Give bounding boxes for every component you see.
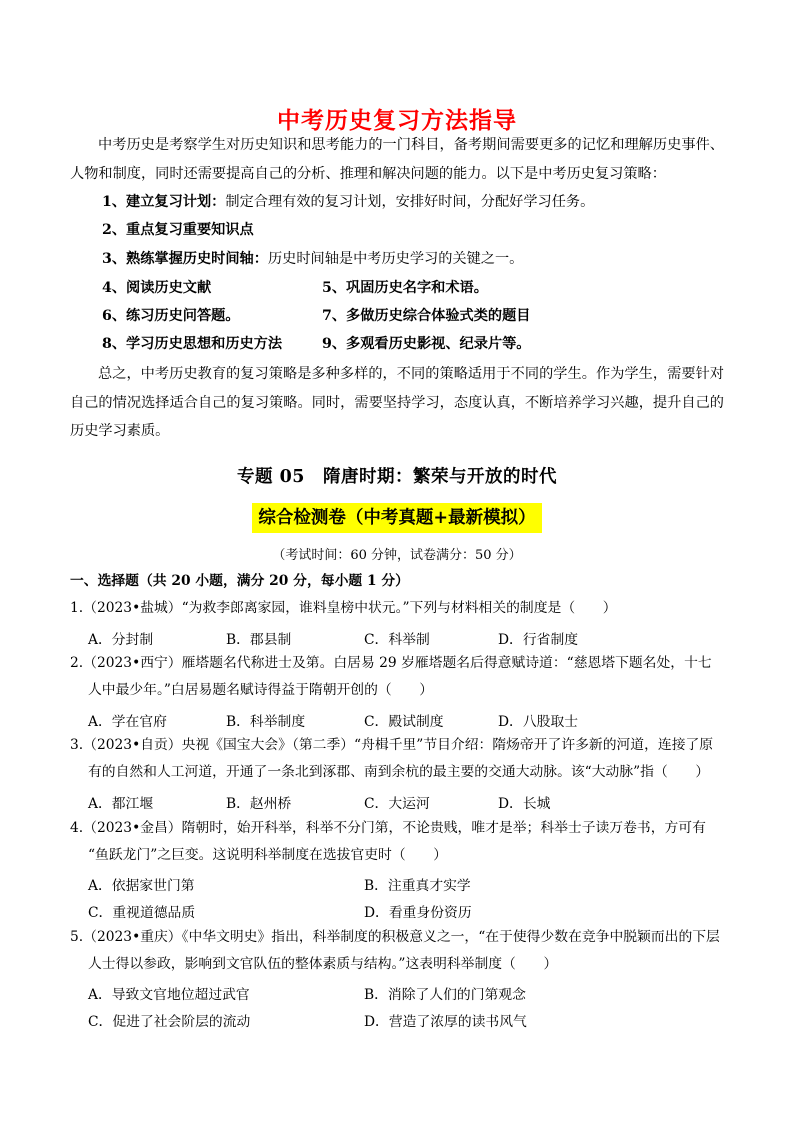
question-2-option-d[interactable]: D．八股取士	[498, 714, 579, 730]
strategy-2: 2、重点复习重要知识点	[102, 222, 254, 238]
question-5-stem-line-2: 人士得以参政，影响到文官队伍的整体素质与结构。”这表明科举制度（ ）	[88, 956, 558, 972]
question-2-option-b[interactable]: B．科举制度	[226, 714, 306, 730]
question-4-stem-line-1: 4.（2023•金昌）隋朝时，始开科举，科举不分门第，不论贵贱，唯才是举；科举士子读万卷书，方可有	[70, 820, 706, 836]
question-3-option-a[interactable]: A．都江堰	[88, 796, 154, 812]
question-5-option-b[interactable]: B．消除了人们的门第观念	[364, 987, 526, 1003]
question-3-stem	[70, 732, 724, 786]
question-2-stem-line-2: 人中最少年。”白居易题名赋诗得益于隋朝开创的（ ）	[88, 682, 434, 698]
exam-subtitle: 综合检测卷（中考真题+最新模拟）	[252, 503, 541, 533]
page-title: 中考历史复习方法指导	[277, 108, 517, 134]
question-5-option-c[interactable]: C．促进了社会阶层的流动	[88, 1014, 251, 1030]
question-1-option-d[interactable]: D．行省制度	[498, 632, 579, 648]
strategy-1-label: 1、建立复习计划：	[102, 194, 226, 210]
question-2-option-c[interactable]: C．殿试制度	[364, 714, 444, 730]
strategy-1	[102, 192, 594, 212]
question-3-stem-line-1: 3.（2023•自贡）央视《国宝大会》（第二季）“舟楫千里”节目介绍：隋炀帝开了许多新的河道，连接了原	[70, 737, 714, 753]
question-5-option-a[interactable]: A．导致文官地位超过武官	[88, 987, 250, 1003]
exam-info: （考试时间：60 分钟，试卷满分：50 分）	[272, 548, 522, 563]
strategy-5: 5、巩固历史名字和术语。	[322, 280, 488, 296]
question-3-option-b[interactable]: B．赵州桥	[226, 796, 292, 812]
topic-heading: 专题 05 隋唐时期：繁荣与开放的时代	[237, 467, 557, 487]
question-4-stem	[70, 815, 724, 869]
question-5-stem-line-1: 5.（2023•重庆）《中华文明史》指出，科举制度的积极意义之一，“在于使得少数在竞争中脱颖而出的下层	[70, 929, 720, 945]
section-heading: 一、选择题（共 20 小题，满分 20 分，每小题 1 分）	[70, 573, 409, 589]
question-5-stem	[70, 924, 724, 978]
strategy-3-label: 3、熟练掌握历史时间轴：	[102, 251, 268, 267]
strategy-6: 6、练习历史问答题。	[102, 308, 240, 324]
strategy-7: 7、多做历史综合体验式类的题目	[322, 308, 531, 324]
conclusion-paragraph: 总之，中考历史教育的复习策略是多种多样的，不同的策略适用于不同的学生。作为学生，需要针对自己的情况选择适合自己的复习策略。同时，需要坚持学习，态度认真，不断培养学习兴趣，提升自己的历史学习素质。	[70, 366, 724, 439]
strategy-8: 8、学习历史思想和历史方法	[102, 336, 283, 352]
question-4-stem-line-2: “鱼跃龙门”之巨变。这说明科举制度在选拔官吏时（ ）	[88, 847, 448, 863]
question-2-stem	[70, 650, 724, 704]
question-1-stem: 1.（2023•盐城）“为救李郎离家园，谁料皇榜中状元。”下列与材料相关的制度是（ ）	[70, 600, 617, 616]
question-3-stem-line-2: 有的自然和人工河道，开通了一条北到涿郡、南到余杭的最主要的交通大动脉。该“大动脉”指（ ）	[88, 764, 710, 780]
strategy-4: 4、阅读历史文献	[102, 280, 212, 296]
question-4-option-b[interactable]: B．注重真才实学	[364, 878, 471, 894]
question-1-option-c[interactable]: C．科举制	[364, 632, 430, 648]
question-1-option-a[interactable]: A．分封制	[88, 632, 154, 648]
question-3-option-d[interactable]: D．长城	[498, 796, 551, 812]
question-4-option-a[interactable]: A．依据家世门第	[88, 878, 195, 894]
question-5-option-d[interactable]: D．营造了浓厚的读书风气	[364, 1014, 527, 1030]
question-2-option-a[interactable]: A．学在官府	[88, 714, 167, 730]
question-4-option-d[interactable]: D．看重身份资历	[364, 905, 472, 921]
question-3-option-c[interactable]: C．大运河	[364, 796, 430, 812]
intro-paragraph: 中考历史是考察学生对历史知识和思考能力的一门科目，备考期间需要更多的记忆和理解历史事件、人物和制度，同时还需要提高自己的分析、推理和解决问题的能力。以下是中考历史复习策略：	[70, 137, 724, 182]
strategy-1-text: 制定合理有效的复习计划，安排好时间，分配好学习任务。	[225, 194, 595, 210]
strategy-3-text: 历史时间轴是中考历史学习的关键之一。	[267, 251, 524, 267]
strategy-9: 9、多观看历史影视、纪录片等。	[322, 336, 531, 352]
subtitle-wrap	[0, 503, 794, 533]
question-1-option-b[interactable]: B．郡县制	[226, 632, 292, 648]
question-2-stem-line-1: 2.（2023•西宁）雁塔题名代称进士及第。白居易 29 岁雁塔题名后得意赋诗道：“慈恩塔下题名处，十七	[70, 655, 712, 671]
strategy-3	[102, 249, 523, 269]
question-4-option-c[interactable]: C．重视道德品质	[88, 905, 196, 921]
